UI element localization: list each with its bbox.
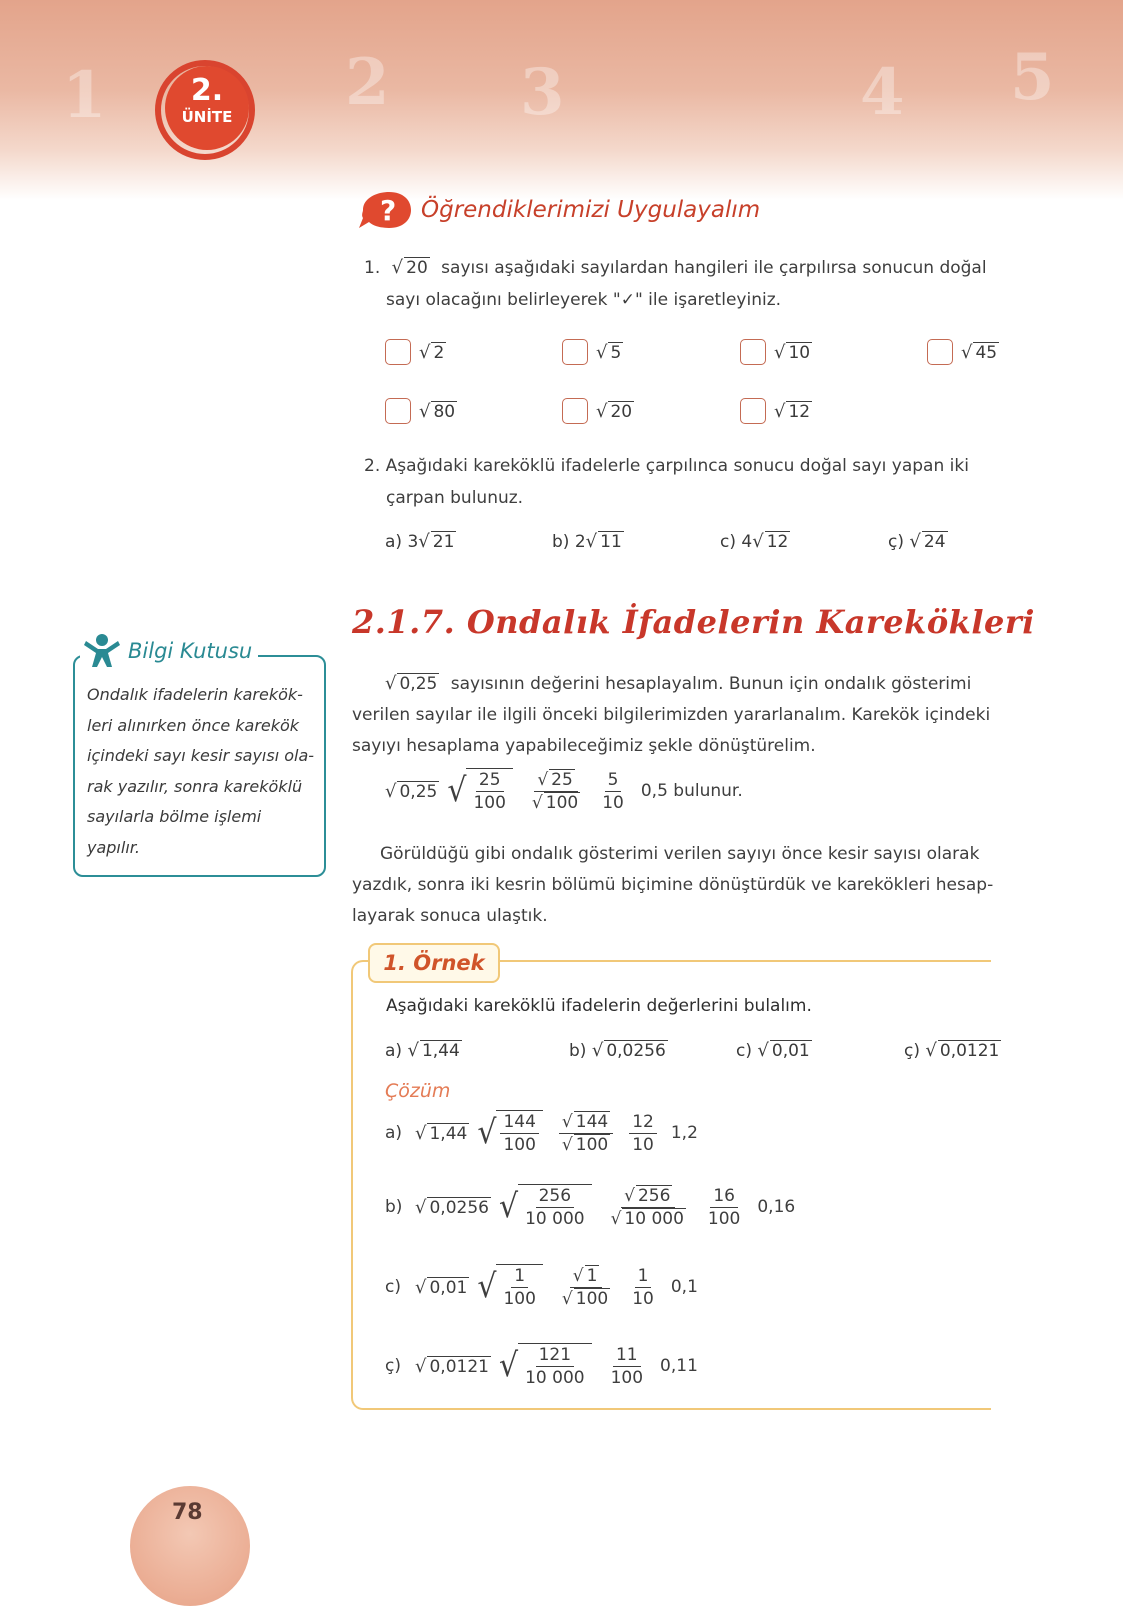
- q2-item: c) 4 √ 12: [720, 531, 789, 552]
- item-coef: 3: [407, 531, 419, 552]
- body-p2-line1: Görüldüğü gibi ondalık gösterimi verilen sayıyı önce kesir sayısı olarak: [380, 844, 980, 864]
- item-coef: 4: [741, 531, 753, 552]
- denominator: 100: [707, 1208, 741, 1229]
- item-radicand: 1,44: [421, 1041, 460, 1061]
- p1-text: sayısının değerini hesaplayalım. Bunun için ondalık gösterimi: [450, 674, 972, 694]
- item-radicand: 0,0256: [606, 1041, 666, 1061]
- checkbox[interactable]: [740, 339, 766, 365]
- fraction: [705, 1185, 743, 1230]
- denominator: 100: [610, 1367, 644, 1388]
- q1-option[interactable]: √ 45: [927, 339, 999, 365]
- example-item: c) √ 0,01: [736, 1040, 810, 1061]
- item-label: b): [569, 1040, 587, 1061]
- denominator: 10: [632, 1288, 654, 1309]
- option-radicand: 2: [433, 342, 445, 363]
- denominator: 10 000: [624, 1208, 684, 1229]
- denominator: 100: [503, 1289, 536, 1309]
- item-radicand: 11: [600, 532, 622, 552]
- body-p2-line3: layarak sonuca ulaştık.: [352, 906, 548, 926]
- question-bubble-icon: [355, 190, 413, 230]
- denominator: 100: [575, 1134, 609, 1155]
- sqrt-fraction: √ $\frac{256}{10 000}$: [499, 1184, 592, 1230]
- item-radicand: 24: [923, 532, 946, 552]
- sqrt-fraction: √ $\frac{121}{10 000}$: [499, 1343, 592, 1389]
- option-radicand: 10: [788, 342, 811, 363]
- unit-badge: [165, 66, 249, 150]
- checkbox[interactable]: [562, 339, 588, 365]
- unit-number: 2.: [190, 73, 224, 108]
- q1-option[interactable]: √ 20: [562, 398, 634, 424]
- solution-radicand: 0,0256: [429, 1197, 489, 1218]
- q2-text-line2: çarpan bulunuz.: [386, 488, 524, 508]
- example-tag: [368, 943, 500, 983]
- solution-radicand: 1,44: [429, 1123, 468, 1144]
- solution-result: 1,2: [670, 1123, 698, 1143]
- header-bg-number: 4: [860, 55, 905, 130]
- numerator: 144: [500, 1111, 538, 1134]
- solution-radicand: 0,01: [429, 1277, 468, 1298]
- q1-option[interactable]: √ 2: [385, 339, 446, 365]
- body-p2-line2: yazdık, sonra iki kesrin bölümü biçimine dönüştürdük ve karekökleri hesap-: [352, 875, 994, 895]
- body-p1-line2: verilen sayılar ile ilgili önceki bilgilerimizden yararlanalım. Karekök içindeki: [352, 705, 991, 725]
- p1-radicand: 0,25: [399, 674, 438, 694]
- q2-text-line1: Aşağıdaki kareköklü ifadelerle çarpılınca sonucu doğal sayı yapan iki: [385, 456, 969, 476]
- header-bg-number: 5: [1010, 40, 1055, 115]
- denominator: 100: [503, 1135, 536, 1155]
- info-line: Ondalık ifadelerin karekök-: [87, 685, 303, 704]
- checkbox[interactable]: [385, 339, 411, 365]
- body-p1-line1: √ 0,25 sayısının değerini hesaplayalım. Bunun için ondalık gösterimi: [385, 673, 972, 694]
- q1-text-line2: sayı olacağını belirleyerek "✓" ile işaretleyiniz.: [386, 290, 782, 310]
- section-title: Öğrendiklerimizi Uygulayalım: [421, 197, 761, 223]
- numerator: 256: [637, 1185, 671, 1206]
- fraction-of-roots: $\frac{√ 1}{√ 100}$: [561, 1265, 609, 1309]
- numerator: 11: [613, 1344, 641, 1367]
- fraction: [629, 1265, 657, 1310]
- option-radicand: 5: [610, 342, 622, 363]
- solution-row: a) √ 1,44 √ $\frac{144}{100}$ $\frac{√ 144}{√ 100}$ $\frac{12}{10}$ 1,2: [385, 1111, 698, 1155]
- q2-line1: [364, 450, 969, 482]
- denominator: 100: [473, 793, 506, 813]
- example-item: b) √ 0,0256: [569, 1040, 666, 1061]
- fraction-of-roots: $\frac{√ 144}{√ 100}$: [559, 1111, 613, 1156]
- denominator: 10 000: [525, 1368, 585, 1388]
- q1-option[interactable]: √ 12: [740, 398, 812, 424]
- numerator: 144: [575, 1111, 609, 1132]
- item-coef: 2: [574, 531, 586, 552]
- info-line: rak yazılır, sonra kareköklü: [87, 776, 303, 796]
- q1-option[interactable]: √ 80: [385, 398, 457, 424]
- example-tag-text: 1. Örnek: [383, 951, 485, 975]
- section-header: [355, 190, 760, 230]
- numerator: 12: [629, 1111, 657, 1134]
- sqrt-fraction: √ $\frac{144}{100}$: [477, 1110, 543, 1156]
- numerator: 25: [551, 769, 573, 790]
- item-radicand: 21: [432, 532, 455, 552]
- calc-fraction-of-roots: $\frac{√ 25}{√ 100}$: [531, 769, 579, 813]
- solution-row: ç) √ 0,0121 √ $\frac{121}{10 000}$ $\frac{11}{100}$ 0,11: [385, 1344, 698, 1388]
- item-label: b): [552, 531, 570, 552]
- numerator: 1: [511, 1265, 528, 1288]
- item-label: c): [736, 1040, 752, 1061]
- numerator: 256: [536, 1185, 574, 1208]
- fraction: [629, 1111, 657, 1156]
- svg-text:?: ?: [380, 194, 397, 227]
- numerator: 1: [635, 1265, 652, 1288]
- checkbox[interactable]: [740, 398, 766, 424]
- q2-number: 2.: [364, 456, 381, 476]
- q1-number: 1.: [364, 258, 381, 278]
- sqrt-fraction: √ $\frac{1}{100}$: [477, 1264, 543, 1310]
- denominator: 100: [575, 1288, 609, 1309]
- header-bg-number: 1: [62, 58, 107, 133]
- numerator: 16: [710, 1185, 738, 1208]
- calc-row: √ 0,25 √ $\frac{25}{100}$ $\frac{√ 25}{√ 100}$ $\frac{5}{10}$ 0,5 bulunur.: [385, 769, 743, 813]
- solution-label-letter: ç): [385, 1356, 401, 1376]
- calc-radicand: 0,25: [399, 781, 438, 802]
- item-radicand: 0,0121: [939, 1041, 1000, 1061]
- solution-label-letter: a): [385, 1123, 403, 1143]
- option-radicand: 45: [975, 342, 998, 363]
- q2-item: ç) √ 24: [888, 531, 946, 552]
- header-bg-number: 2: [345, 45, 390, 120]
- solution-row: c) √ 0,01 √ $\frac{1}{100}$ $\frac{√ 1}{√ 100}$ $\frac{1}{10}$ 0,1: [385, 1265, 698, 1309]
- info-box-body: [87, 680, 319, 863]
- example-item: ç) √ 0,0121: [904, 1040, 1000, 1061]
- page-number: 78: [172, 1500, 203, 1525]
- q1-option[interactable]: √ 10: [740, 339, 812, 365]
- calc-sqrt-fraction: √ $\frac{25}{100}$: [447, 768, 513, 814]
- solution-result: 0,1: [670, 1277, 698, 1297]
- numerator: 121: [536, 1344, 574, 1367]
- checkbox[interactable]: [927, 339, 953, 365]
- solution-row: b) √ 0,0256 √ $\frac{256}{10 000}$ $\frac{√ 256}{√ 10 000}$ $\frac{16}{100}$ 0,16: [385, 1185, 796, 1229]
- example-item: a) √ 1,44: [385, 1040, 460, 1061]
- option-radicand: 12: [788, 401, 811, 422]
- subsection-title: 2.1.7. Ondalık İfadelerin Karekökleri: [352, 603, 1035, 641]
- q1-line1: 1. √ 20 sayısı aşağıdaki sayılardan hangileri ile çarpılırsa sonucun doğal: [364, 257, 987, 278]
- denominator: 10: [602, 792, 624, 813]
- example-intro: Aşağıdaki kareköklü ifadelerin değerlerini bulalım.: [386, 996, 812, 1016]
- solution-label-letter: b): [385, 1197, 403, 1217]
- info-line: yapılır.: [87, 837, 140, 857]
- denominator: 100: [545, 792, 579, 813]
- fraction: [608, 1344, 646, 1389]
- solution-label: Çözüm: [385, 1080, 451, 1102]
- q2-item: b) 2 √ 11: [552, 531, 622, 552]
- item-radicand: 12: [766, 532, 789, 552]
- info-box-header: [80, 633, 258, 669]
- unit-label: ÜNİTE: [181, 108, 233, 126]
- denominator: 10 000: [525, 1209, 585, 1229]
- checkbox[interactable]: [562, 398, 588, 424]
- option-radicand: 80: [433, 401, 456, 422]
- q1-option[interactable]: √ 5: [562, 339, 623, 365]
- info-line: içindeki sayı kesir sayısı ola-: [87, 746, 315, 765]
- solution-result: 0,11: [660, 1356, 698, 1376]
- solution-radicand: 0,0121: [429, 1356, 489, 1377]
- item-label: a): [385, 1040, 403, 1061]
- calc-fraction: [599, 769, 627, 814]
- item-label: a): [385, 531, 403, 552]
- info-box-title: Bilgi Kutusu: [128, 639, 253, 663]
- q1-radicand: 20: [406, 258, 428, 278]
- info-line: sayılarla bölme işlemi: [87, 807, 262, 826]
- header-bg-number: 3: [520, 55, 565, 130]
- numerator: 5: [605, 769, 622, 792]
- item-label: c): [720, 531, 736, 552]
- info-line: leri alınırken önce karekök: [87, 715, 300, 735]
- item-radicand: 0,01: [771, 1041, 810, 1061]
- person-icon: [80, 633, 124, 669]
- solution-result: 0,16: [757, 1197, 796, 1217]
- calc-result: 0,5 bulunur.: [640, 781, 743, 801]
- q1-text-line1: sayısı aşağıdaki sayılardan hangileri ile çarpılırsa sonucun doğal: [441, 258, 987, 278]
- body-p1-line3: sayıyı hesaplama yapabileceğimiz şekle dönüştürelim.: [352, 736, 816, 756]
- solution-label-letter: c): [385, 1277, 401, 1297]
- denominator: 10: [632, 1134, 654, 1155]
- item-label: ç): [888, 531, 904, 552]
- numerator: 25: [476, 769, 504, 792]
- item-label: ç): [904, 1040, 920, 1061]
- option-radicand: 20: [610, 401, 633, 422]
- q2-item: a) 3 √ 21: [385, 531, 455, 552]
- checkbox[interactable]: [385, 398, 411, 424]
- numerator: 1: [586, 1265, 598, 1286]
- fraction-of-roots: $\frac{√ 256}{√ 10 000}$: [610, 1185, 684, 1229]
